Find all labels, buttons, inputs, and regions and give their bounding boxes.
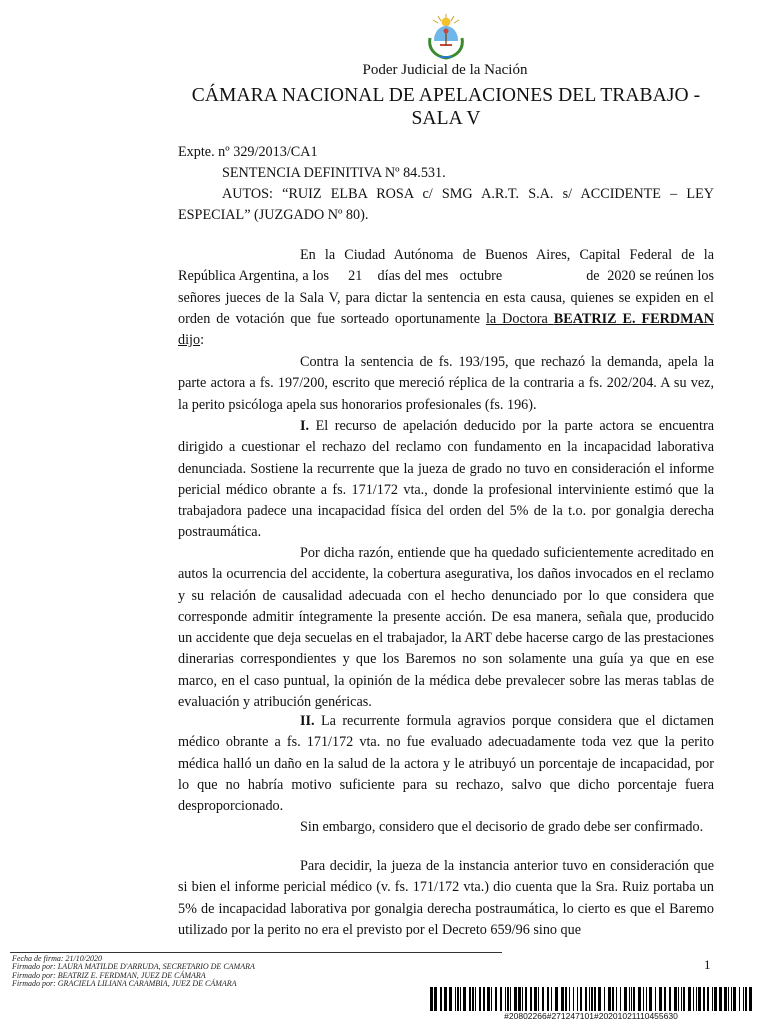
- barcode-bar: [629, 987, 630, 1011]
- sentence-number: SENTENCIA DEFINITIVA Nº 84.531.: [222, 165, 446, 181]
- court-name-line2: SALA V: [411, 108, 481, 129]
- case-caption-line2: ESPECIAL” (JUZGADO Nº 80).: [178, 207, 369, 223]
- barcode-bar: [664, 987, 666, 1011]
- intro-paragraph: En la Ciudad Autónoma de Buenos Aires, Capital Federal de la República Argentina, a los 21 días del mes octubre de 2020 se reúnen los señores jueces de la Sala V, para dictar la sentencia en esta causa, quienes se expiden en el orden de votación que fue sorteado oportunamente la Doctora BEATRIZ E. FERDMAN dijo:: [178, 247, 715, 349]
- barcode-bar: [728, 987, 729, 1011]
- barcode-bar: [580, 987, 582, 1011]
- barcode-bar: [460, 987, 461, 1011]
- barcode-bar: [688, 987, 691, 1011]
- barcode-bar: [674, 987, 677, 1011]
- barcode-bar: [733, 987, 736, 1011]
- barcode-bar: [638, 987, 641, 1011]
- paragraph-reasoning: Por dicha razón, entiende que ha quedado suficientemente acreditado en autos la ocurrencia del accidente, la cobertura asegurativa, los daños invocados en el reclamo y su relación de causalidad adecuada con el hecho denunciado por lo que considera que corresponde admitir íntegramente la presente acción. De esa manera, señala que, producido un accidente que deja secuelas en el trabajador, la ART debe hacerse cargo de las prestaciones dinerarias correspondientes y que los Baremos no son solamente una guía ya que en ese marco, en el caso puntual, la opinión de la médica debe prevalecer sobre las meras tablas de evaluación y atribución genéricas.: [178, 545, 714, 711]
- footer-divider: [10, 952, 502, 953]
- court-name: [166, 84, 726, 130]
- barcode-bar: [534, 987, 537, 1011]
- barcode-bar: [712, 987, 713, 1011]
- date-month: octubre: [459, 268, 503, 285]
- barcode-bar: [693, 987, 694, 1011]
- barcode-bar: [551, 987, 552, 1011]
- barcode-bar: [724, 987, 727, 1011]
- paragraph-appeal: Contra la sentencia de fs. 193/195, que rechazó la demanda, apela la parte actora a fs. 197/200, escrito que mereció réplica de la contraria a fs. 202/204. A su vez, la perito psicóloga apela sus honorarios profesionales (fs. 196).: [178, 354, 714, 413]
- barcode-bar: [475, 987, 476, 1011]
- paragraph-section-ii: II. La recurrente formula agravios porque considera que el dictamen médico obrante a fs. 171/172 vta. no fue evaluado adecuadamente toda vez que la perito médica halló un daño en la salud de la actora y le atribuyó un porcentaje de incapacidad, por lo que no habría motivo suficiente para su rechazo, salvo que dicho porcentaje fuera desproporcionado.: [178, 713, 714, 815]
- judge-name: BEATRIZ E. FERDMAN: [553, 310, 715, 327]
- barcode-bar: [707, 987, 709, 1011]
- signature-date: Fecha de firma: 21/10/2020: [12, 954, 102, 963]
- barcode-bar: [620, 987, 621, 1011]
- barcode-bar: [646, 987, 647, 1011]
- barcode-bar: [514, 987, 517, 1011]
- section-ii-label: II.: [300, 713, 315, 729]
- barcode-bar: [577, 987, 578, 1011]
- barcode-bar: [525, 987, 527, 1011]
- barcode-bar: [608, 987, 611, 1011]
- barcode-bar: [589, 987, 590, 1011]
- barcode-bar: [510, 987, 511, 1011]
- barcode-bar: [487, 987, 490, 1011]
- barcode-bar: [547, 987, 549, 1011]
- barcode-bar: [500, 987, 502, 1011]
- barcode-bar: [598, 987, 601, 1011]
- barcode-bar: [643, 987, 644, 1011]
- barcode-bar: [631, 987, 632, 1011]
- barcode-bar: [633, 987, 635, 1011]
- barcode-bar: [739, 987, 740, 1011]
- date-day: 21: [348, 268, 363, 285]
- barcode-bar: [530, 987, 532, 1011]
- barcode-bar: [731, 987, 732, 1011]
- barcode-bar: [457, 987, 459, 1011]
- barcode-bar: [612, 987, 614, 1011]
- barcode-bar: [649, 987, 652, 1011]
- barcode-bar: [683, 987, 685, 1011]
- barcode-bar: [507, 987, 509, 1011]
- paragraph-section-i: I. El recurso de apelación deducido por la parte actora se encuentra dirigido a cuestionar el rechazo del reclamo con fundamento en la incapacidad laborativa denunciada. Sostiene la recurrente que la jueza de grado no tuvo en consideración el informe pericial médico obrante a fs. 171/172 vta., donde la profesional interviniente estimó que la trabajadora padece una incapacidad física del orden del 5% de la t.o. por gonalgia derecha postraumática.: [178, 418, 714, 541]
- date-year: 2020: [607, 268, 636, 285]
- barcode-bar: [678, 987, 679, 1011]
- barcode-bar: [518, 987, 521, 1011]
- institution-name: Poder Judicial de la Nación: [362, 62, 528, 78]
- barcode-bar: [698, 987, 701, 1011]
- barcode-bar: [469, 987, 471, 1011]
- case-caption-line1: AUTOS: “RUIZ ELBA ROSA c/ SMG A.R.T. S.A. s/ ACCIDENTE – LEY: [222, 186, 714, 202]
- barcode-bar: [624, 987, 627, 1011]
- signer-line: Firmado por: LAURA MATILDE D'ARRUDA, SECRETARIO DE CAMARA: [12, 962, 255, 972]
- barcode-bar: [696, 987, 697, 1011]
- barcode-bar: [585, 987, 587, 1011]
- barcode-bar: [743, 987, 744, 1011]
- barcode-bar: [703, 987, 705, 1011]
- barcode-bar: [495, 987, 497, 1011]
- barcode-bar: [463, 987, 466, 1011]
- barcode-bar: [604, 987, 605, 1011]
- barcode-bar: [430, 987, 433, 1011]
- paragraph-confirmation: Sin embargo, considero que el decisorio de grado debe ser confirmado.: [300, 819, 704, 835]
- paragraph-decision: Para decidir, la jueza de la instancia anterior tuvo en consideración que si bien el informe pericial médico (v. fs. 171/172 vta.) dio cuenta que la Sra. Ruiz portaba un 5% de incapacidad laborativa por gonalgia derecha postraumática, lo cierto es que el Baremo utilizado por la perito no era el previsto por el Decreto 659/96 sino que: [178, 858, 714, 938]
- argentina-coat-of-arms-icon: [424, 12, 468, 60]
- barcode: [430, 987, 752, 1011]
- barcode-bar: [669, 987, 671, 1011]
- signature-block: [12, 955, 255, 988]
- barcode-bar: [479, 987, 481, 1011]
- barcode-bar: [455, 987, 456, 1011]
- barcode-bar: [573, 987, 574, 1011]
- signer-line: Firmado por: BEATRIZ E. FERDMAN, JUEZ DE CÁMARA: [12, 970, 206, 980]
- barcode-bar: [434, 987, 437, 1011]
- section-i-label: I.: [300, 418, 310, 434]
- barcode-bar: [491, 987, 492, 1011]
- barcode-text: #20802266#271247101#20201021110455630: [504, 1011, 678, 1021]
- signer-line: Firmado por: GRACIELA LILIANA CARAMBIA, JUEZ DE CÁMARA: [12, 978, 237, 988]
- barcode-bar: [440, 987, 442, 1011]
- court-name-line1: CÁMARA NACIONAL DE APELACIONES DEL TRABAJO -: [191, 85, 701, 106]
- barcode-bar: [505, 987, 506, 1011]
- barcode-bar: [542, 987, 544, 1011]
- barcode-bar: [565, 987, 567, 1011]
- barcode-bar: [449, 987, 452, 1011]
- barcode-bar: [472, 987, 474, 1011]
- barcode-bar: [522, 987, 523, 1011]
- barcode-bar: [594, 987, 596, 1011]
- barcode-bar: [483, 987, 485, 1011]
- barcode-bar: [745, 987, 747, 1011]
- barcode-bar: [591, 987, 593, 1011]
- barcode-bar: [655, 987, 656, 1011]
- barcode-bar: [569, 987, 570, 1011]
- barcode-bar: [659, 987, 662, 1011]
- barcode-bar: [561, 987, 564, 1011]
- barcode-bar: [616, 987, 617, 1011]
- barcode-bar: [719, 987, 722, 1011]
- barcode-bar: [555, 987, 558, 1011]
- case-number: Expte. nº 329/2013/CA1: [178, 144, 318, 160]
- page-number: 1: [704, 957, 711, 972]
- barcode-bar: [538, 987, 539, 1011]
- barcode-bar: [749, 987, 752, 1011]
- barcode-bar: [444, 987, 447, 1011]
- barcode-bar: [714, 987, 717, 1011]
- barcode-bar: [681, 987, 682, 1011]
